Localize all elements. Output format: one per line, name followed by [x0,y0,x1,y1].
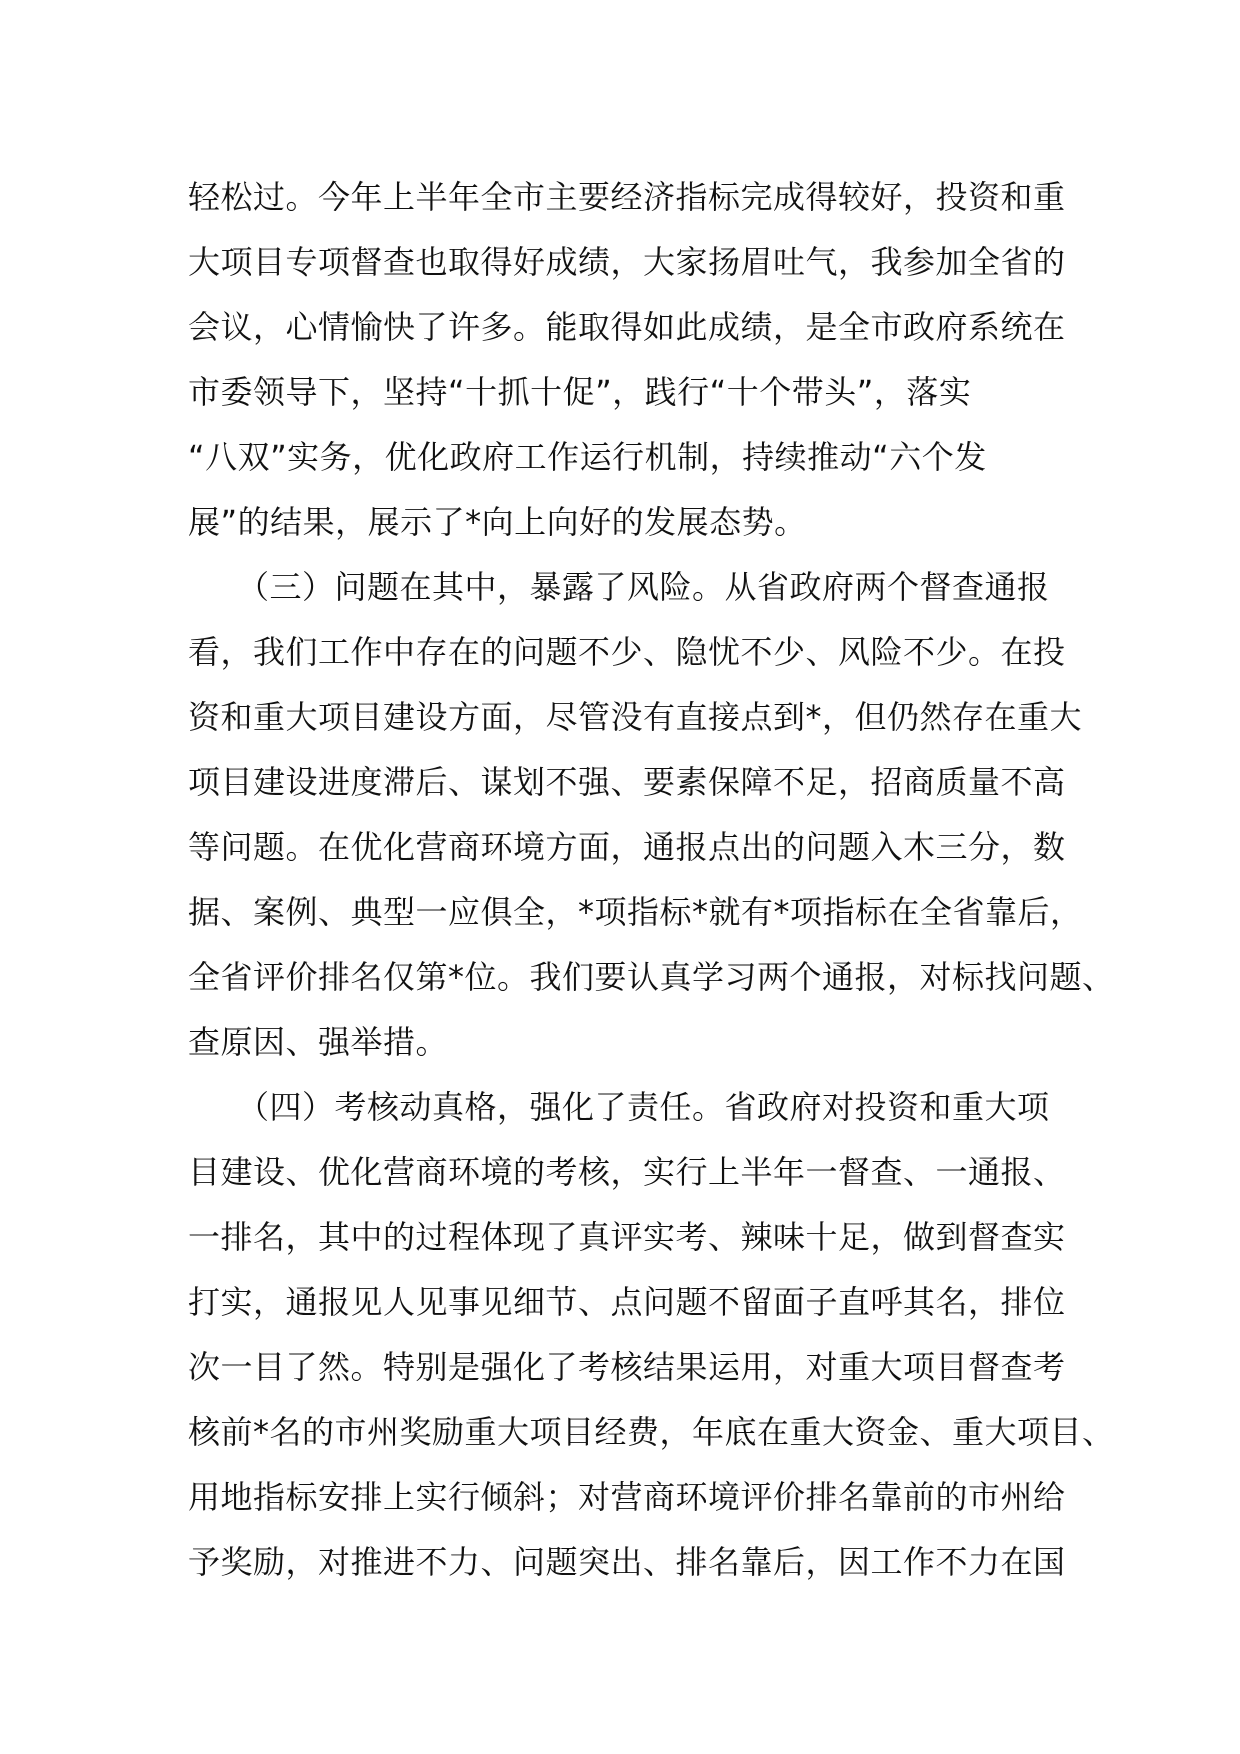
text-line: 全省评价排名仅第*位。我们要认真学习两个通报，对标找问题、 [188,958,1115,996]
text-line: 用地指标安排上实行倾斜；对营商环境评价排名靠前的市州给 [188,1478,1066,1516]
text-line: 予奖励，对推进不力、问题突出、排名靠后，因工作不力在国 [188,1543,1066,1581]
text-line: 目建设、优化营商环境的考核，实行上半年一督查、一通报、 [188,1153,1066,1191]
text-line: 市委领导下，坚持“十抓十促”，践行“十个带头”，落实 [188,373,972,411]
text-line: 大项目专项督查也取得好成绩，大家扬眉吐气，我参加全省的 [188,243,1066,281]
text-line: 轻松过。今年上半年全市主要经济指标完成得较好，投资和重 [188,178,1066,216]
text-line: 展”的结果，展示了*向上向好的发展态势。 [188,503,807,541]
text-line: （四）考核动真格，强化了责任。省政府对投资和重大项 [188,1088,1050,1126]
text-line: “八双”实务，优化政府工作运行机制，持续推动“六个发 [188,438,987,476]
text-line: 看，我们工作中存在的问题不少、隐忧不少、风险不少。在投 [188,633,1066,671]
text-line: 项目建设进度滞后、谋划不强、要素保障不足，招商质量不高 [188,763,1066,801]
body-text [188,165,1115,1595]
text-line: 等问题。在优化营商环境方面，通报点出的问题入木三分，数 [188,828,1066,866]
text-line: 打实，通报见人见事见细节、点问题不留面子直呼其名，排位 [188,1283,1066,1321]
text-line: 核前*名的市州奖励重大项目经费，年底在重大资金、重大项目、 [188,1413,1115,1451]
text-line: 一排名，其中的过程体现了真评实考、辣味十足，做到督查实 [188,1218,1066,1256]
text-line: （三）问题在其中，暴露了风险。从省政府两个督查通报 [188,568,1050,606]
text-line: 查原因、强举措。 [188,1023,449,1061]
text-line: 资和重大项目建设方面，尽管没有直接点到*，但仍然存在重大 [188,698,1083,736]
text-line: 据、案例、典型一应俱全，*项指标*就有*项指标在全省靠后， [188,893,1083,931]
text-line: 次一目了然。特别是强化了考核结果运用，对重大项目督查考 [188,1348,1066,1386]
text-line: 会议，心情愉快了许多。能取得如此成绩，是全市政府系统在 [188,308,1066,346]
